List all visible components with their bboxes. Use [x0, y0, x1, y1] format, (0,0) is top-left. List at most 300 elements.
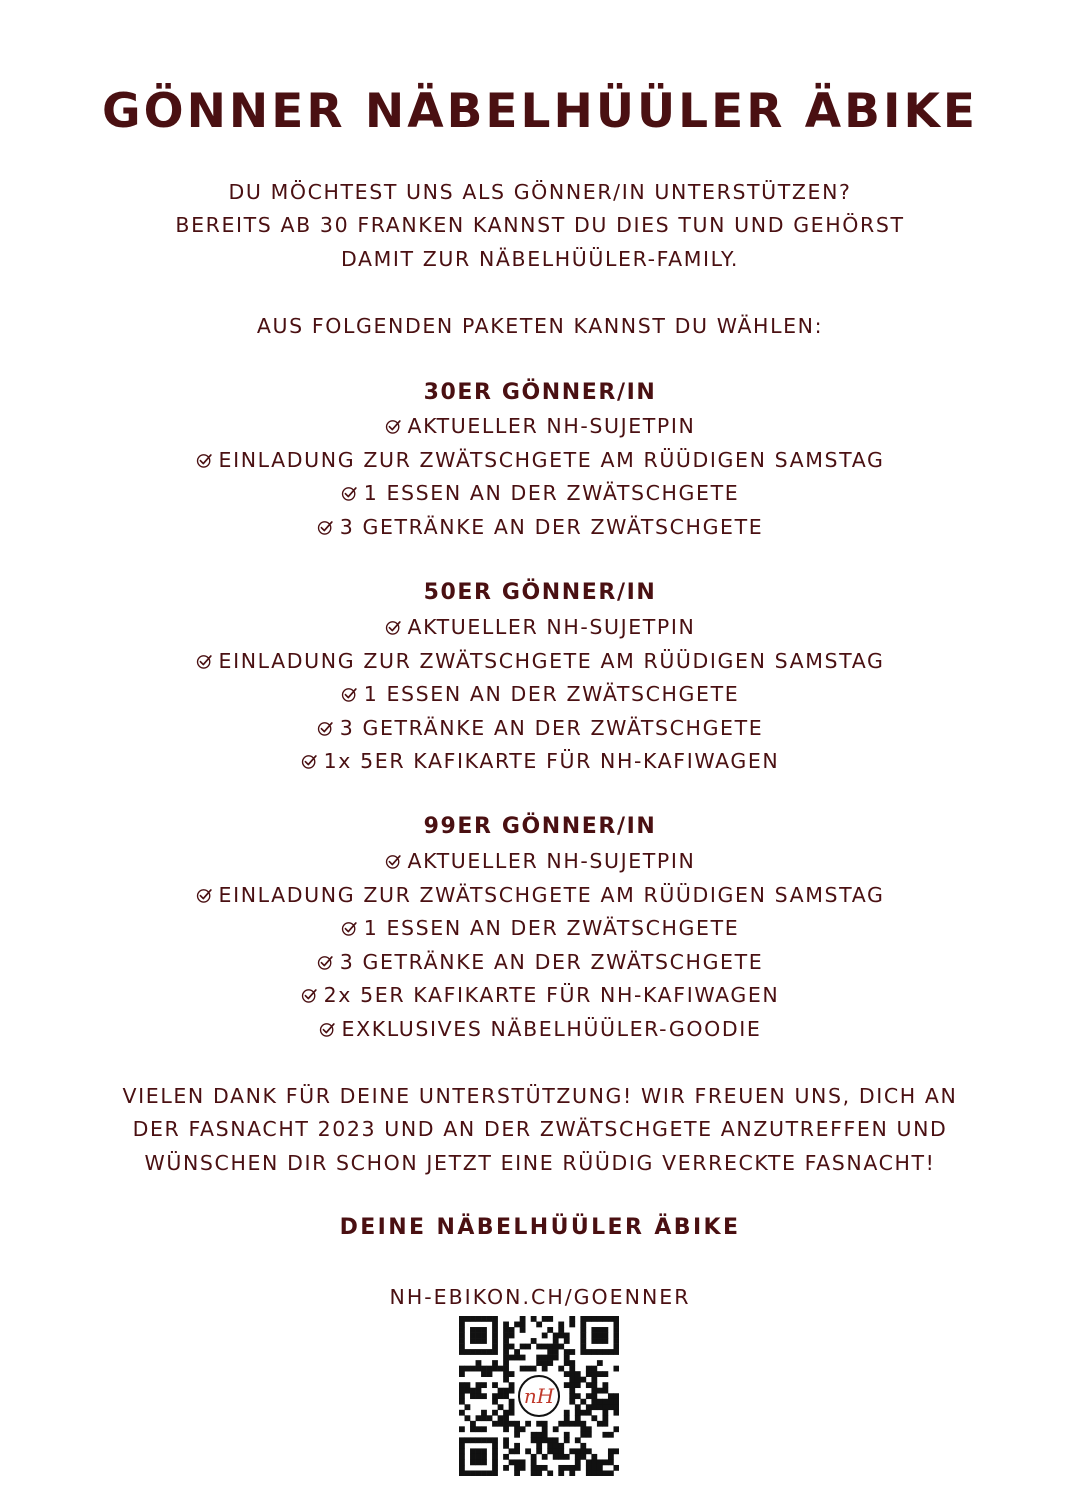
- qr-module: [459, 1454, 465, 1460]
- qr-module: [547, 1443, 553, 1449]
- qr-module: [476, 1382, 482, 1388]
- qr-module: [481, 1327, 487, 1333]
- qr-module: [586, 1448, 592, 1454]
- check-circle-icon: [317, 954, 334, 971]
- list-item: [0, 479, 1080, 507]
- qr-module: [509, 1399, 515, 1405]
- qr-module: [459, 1393, 465, 1399]
- qr-module: [498, 1393, 504, 1399]
- qr-module: [580, 1333, 586, 1339]
- list-item-label: 1 ESSEN AN DER ZWÄTSCHGETE: [363, 916, 740, 940]
- qr-module: [459, 1316, 465, 1322]
- qr-module: [591, 1465, 597, 1471]
- qr-module: [531, 1366, 537, 1372]
- qr-module: [564, 1437, 570, 1443]
- qr-module: [470, 1448, 476, 1454]
- qr-module: [558, 1366, 564, 1372]
- qr-module: [558, 1322, 564, 1328]
- qr-module: [580, 1410, 586, 1416]
- qr-module: [580, 1443, 586, 1449]
- qr-module: [569, 1322, 575, 1328]
- qr-module: [613, 1322, 619, 1328]
- qr-module: [536, 1360, 542, 1366]
- qr-module: [580, 1349, 586, 1355]
- qr-module: [558, 1448, 564, 1454]
- qr-module: [503, 1437, 509, 1443]
- qr-module: [613, 1399, 619, 1405]
- qr-module: [498, 1388, 504, 1394]
- qr-module: [492, 1421, 498, 1427]
- qr-module: [481, 1459, 487, 1465]
- qr-module: [591, 1333, 597, 1339]
- qr-module: [498, 1421, 504, 1427]
- package-title-99: 99ER GÖNNER/IN: [423, 814, 657, 839]
- qr-module: [487, 1371, 493, 1377]
- qr-module: [514, 1349, 520, 1355]
- qr-module: [597, 1338, 603, 1344]
- qr-module: [608, 1399, 614, 1405]
- qr-module: [514, 1421, 520, 1427]
- qr-module: [465, 1382, 471, 1388]
- qr-module: [459, 1399, 465, 1405]
- qr-module: [558, 1443, 564, 1449]
- qr-module: [492, 1410, 498, 1416]
- qr-module: [542, 1366, 548, 1372]
- qr-module: [476, 1333, 482, 1339]
- qr-module: [536, 1465, 542, 1471]
- qr-module: [613, 1426, 619, 1432]
- qr-module: [608, 1393, 614, 1399]
- qr-module: [492, 1465, 498, 1471]
- qr-module: [602, 1415, 608, 1421]
- qr-module: [547, 1437, 553, 1443]
- check-circle-icon: [385, 853, 402, 870]
- qr-module: [602, 1432, 608, 1438]
- qr-module: [602, 1459, 608, 1465]
- intro-line-1: DU MÖCHTEST UNS ALS GÖNNER/IN UNTERSTÜTZEN?: [228, 180, 852, 204]
- qr-module: [553, 1344, 559, 1350]
- qr-module: [564, 1360, 570, 1366]
- qr-module: [575, 1448, 581, 1454]
- qr-module: [520, 1322, 526, 1328]
- qr-module: [520, 1426, 526, 1432]
- qr-module: [503, 1371, 509, 1377]
- qr-module: [492, 1360, 498, 1366]
- qr-module: [481, 1382, 487, 1388]
- qr-module: [536, 1322, 542, 1328]
- qr-module: [520, 1465, 526, 1471]
- qr-module: [586, 1366, 592, 1372]
- qr-module: [503, 1338, 509, 1344]
- check-circle-icon: [317, 519, 334, 536]
- qr-module: [509, 1371, 515, 1377]
- signoff: DEINE NÄBELHÜÜLER ÄBIKE: [339, 1215, 741, 1240]
- qr-module: [602, 1470, 608, 1476]
- qr-module: [558, 1344, 564, 1350]
- qr-module: [487, 1366, 493, 1372]
- qr-module: [569, 1349, 575, 1355]
- qr-code[interactable]: [459, 1316, 619, 1476]
- qr-module: [553, 1349, 559, 1355]
- qr-module: [591, 1388, 597, 1394]
- qr-module: [509, 1410, 515, 1416]
- qr-module: [492, 1344, 498, 1350]
- qr-module: [459, 1322, 465, 1328]
- qr-module: [597, 1399, 603, 1405]
- qr-module: [597, 1327, 603, 1333]
- qr-module: [613, 1316, 619, 1322]
- qr-module: [613, 1327, 619, 1333]
- qr-module: [459, 1327, 465, 1333]
- qr-module: [487, 1415, 493, 1421]
- qr-module: [613, 1344, 619, 1350]
- qr-module: [547, 1360, 553, 1366]
- qr-module: [514, 1459, 520, 1465]
- qr-module: [481, 1371, 487, 1377]
- qr-module: [564, 1333, 570, 1339]
- qr-module: [580, 1448, 586, 1454]
- qr-module: [525, 1344, 531, 1350]
- qr-module: [536, 1448, 542, 1454]
- thanks-line-1: VIELEN DANK FÜR DEINE UNTERSTÜTZUNG! WIR FREUEN UNS, DICH AN: [122, 1084, 958, 1108]
- qr-module: [536, 1443, 542, 1449]
- qr-module: [503, 1465, 509, 1471]
- qr-module: [503, 1327, 509, 1333]
- qr-module: [459, 1382, 465, 1388]
- qr-module: [481, 1437, 487, 1443]
- qr-module: [459, 1338, 465, 1344]
- qr-module: [602, 1316, 608, 1322]
- qr-module: [586, 1349, 592, 1355]
- qr-module: [586, 1404, 592, 1410]
- qr-module: [613, 1338, 619, 1344]
- qr-module: [597, 1459, 603, 1465]
- qr-module: [459, 1366, 465, 1372]
- qr-module: [602, 1349, 608, 1355]
- qr-module: [542, 1316, 548, 1322]
- qr-module: [459, 1333, 465, 1339]
- list-item-label: 1x 5ER KAFIKARTE FÜR NH-KAFIWAGEN: [323, 749, 780, 773]
- qr-module: [459, 1426, 465, 1432]
- qr-module: [476, 1338, 482, 1344]
- qr-module: [553, 1355, 559, 1361]
- qr-module: [597, 1388, 603, 1394]
- page-title: GÖNNER NÄBELHÜÜLER ÄBIKE: [102, 84, 978, 139]
- list-item-label: 3 GETRÄNKE AN DER ZWÄTSCHGETE: [339, 515, 764, 539]
- qr-module: [503, 1410, 509, 1416]
- qr-module: [481, 1448, 487, 1454]
- qr-module: [465, 1437, 471, 1443]
- qr-module: [608, 1448, 614, 1454]
- qr-module: [564, 1382, 570, 1388]
- qr-module: [503, 1454, 509, 1460]
- qr-module: [558, 1333, 564, 1339]
- qr-module: [514, 1470, 520, 1476]
- qr-module: [569, 1448, 575, 1454]
- qr-module: [476, 1437, 482, 1443]
- qr-module: [459, 1443, 465, 1449]
- qr-module: [569, 1465, 575, 1471]
- qr-module: [569, 1382, 575, 1388]
- qr-module: [531, 1338, 537, 1344]
- list-item: [0, 446, 1080, 474]
- qr-module: [602, 1382, 608, 1388]
- list-item: [0, 647, 1080, 675]
- qr-module: [542, 1355, 548, 1361]
- qr-module: [569, 1393, 575, 1399]
- qr-module: [520, 1355, 526, 1361]
- qr-module: [459, 1465, 465, 1471]
- qr-module: [487, 1316, 493, 1322]
- qr-module: [547, 1355, 553, 1361]
- qr-module: [470, 1470, 476, 1476]
- qr-module: [602, 1371, 608, 1377]
- qr-module: [476, 1388, 482, 1394]
- qr-module: [591, 1327, 597, 1333]
- qr-module: [586, 1371, 592, 1377]
- qr-module: [514, 1322, 520, 1328]
- qr-module: [470, 1388, 476, 1394]
- qr-module: [580, 1322, 586, 1328]
- qr-module: [575, 1393, 581, 1399]
- qr-module: [525, 1421, 531, 1427]
- qr-module: [509, 1459, 515, 1465]
- qr-module: [481, 1415, 487, 1421]
- qr-module: [503, 1443, 509, 1449]
- qr-module: [542, 1421, 548, 1427]
- qr-module: [553, 1426, 559, 1432]
- qr-module: [591, 1377, 597, 1383]
- list-item: [0, 981, 1080, 1009]
- qr-module: [514, 1443, 520, 1449]
- qr-module: [520, 1459, 526, 1465]
- qr-module: [509, 1327, 515, 1333]
- check-circle-icon: [319, 1021, 336, 1038]
- qr-module: [580, 1432, 586, 1438]
- qr-module: [558, 1421, 564, 1427]
- qr-module: [591, 1459, 597, 1465]
- list-item-label: AKTUELLER NH-SUJETPIN: [407, 849, 696, 873]
- qr-module: [509, 1344, 515, 1350]
- qr-module: [564, 1432, 570, 1438]
- check-circle-icon: [196, 653, 213, 670]
- goenner-url-link[interactable]: NH-EBIKON.CH/GOENNER: [389, 1285, 691, 1309]
- qr-module: [586, 1432, 592, 1438]
- qr-module: [591, 1349, 597, 1355]
- list-item: [0, 613, 1080, 641]
- qr-module: [514, 1432, 520, 1438]
- qr-module: [470, 1454, 476, 1460]
- qr-module: [536, 1344, 542, 1350]
- qr-module: [503, 1415, 509, 1421]
- check-circle-icon: [385, 619, 402, 636]
- qr-module: [569, 1399, 575, 1405]
- qr-module: [492, 1327, 498, 1333]
- qr-module: [520, 1316, 526, 1322]
- qr-module: [503, 1344, 509, 1350]
- qr-module: [481, 1410, 487, 1416]
- qr-module: [542, 1437, 548, 1443]
- qr-module: [602, 1388, 608, 1394]
- list-item-label: EXKLUSIVES NÄBELHÜÜLER-GOODIE: [341, 1017, 762, 1041]
- list-item: [0, 847, 1080, 875]
- qr-module: [476, 1454, 482, 1460]
- qr-module: [481, 1454, 487, 1460]
- qr-module: [542, 1432, 548, 1438]
- qr-module: [613, 1366, 619, 1372]
- list-item-label: 1 ESSEN AN DER ZWÄTSCHGETE: [363, 481, 740, 505]
- qr-module: [514, 1465, 520, 1471]
- qr-module: [514, 1448, 520, 1454]
- qr-module: [492, 1454, 498, 1460]
- qr-module: [564, 1454, 570, 1460]
- qr-module: [586, 1382, 592, 1388]
- qr-module: [613, 1333, 619, 1339]
- qr-module: [558, 1465, 564, 1471]
- qr-module: [498, 1404, 504, 1410]
- qr-module: [575, 1465, 581, 1471]
- qr-module: [492, 1333, 498, 1339]
- qr-module: [602, 1410, 608, 1416]
- qr-module: [569, 1470, 575, 1476]
- qr-module: [564, 1371, 570, 1377]
- qr-module: [591, 1316, 597, 1322]
- qr-module: [531, 1432, 537, 1438]
- qr-module: [459, 1470, 465, 1476]
- qr-module: [476, 1470, 482, 1476]
- qr-module: [586, 1410, 592, 1416]
- qr-module: [575, 1410, 581, 1416]
- qr-module: [613, 1393, 619, 1399]
- qr-module: [470, 1426, 476, 1432]
- qr-module: [459, 1437, 465, 1443]
- list-item-label: 3 GETRÄNKE AN DER ZWÄTSCHGETE: [339, 716, 764, 740]
- qr-module: [542, 1465, 548, 1471]
- qr-module: [481, 1333, 487, 1339]
- qr-module: [525, 1448, 531, 1454]
- qr-module: [536, 1421, 542, 1427]
- qr-module: [580, 1316, 586, 1322]
- qr-module: [586, 1465, 592, 1471]
- qr-module: [470, 1459, 476, 1465]
- qr-module: [591, 1366, 597, 1372]
- qr-module: [536, 1470, 542, 1476]
- intro-line-2: BEREITS AB 30 FRANKEN KANNST DU DIES TUN UND GEHÖRST: [175, 213, 905, 237]
- qr-module: [465, 1349, 471, 1355]
- qr-module: [575, 1421, 581, 1427]
- check-circle-icon: [196, 452, 213, 469]
- qr-module: [547, 1470, 553, 1476]
- qr-module: [558, 1470, 564, 1476]
- list-item-label: EINLADUNG ZUR ZWÄTSCHGETE AM RÜÜDIGEN SAMSTAG: [218, 883, 885, 907]
- qr-module: [580, 1426, 586, 1432]
- qr-module: [586, 1393, 592, 1399]
- qr-module: [503, 1360, 509, 1366]
- qr-module: [509, 1448, 515, 1454]
- check-circle-icon: [301, 753, 318, 770]
- qr-module: [586, 1426, 592, 1432]
- qr-module: [542, 1426, 548, 1432]
- qr-module: [569, 1377, 575, 1383]
- qr-module: [575, 1437, 581, 1443]
- qr-module: [597, 1316, 603, 1322]
- list-item-label: 2x 5ER KAFIKARTE FÜR NH-KAFIWAGEN: [323, 983, 780, 1007]
- qr-module: [597, 1470, 603, 1476]
- qr-module: [608, 1470, 614, 1476]
- list-item-label: EINLADUNG ZUR ZWÄTSCHGETE AM RÜÜDIGEN SAMSTAG: [218, 649, 885, 673]
- check-circle-icon: [385, 418, 402, 435]
- list-item-label: AKTUELLER NH-SUJETPIN: [407, 414, 696, 438]
- qr-module: [580, 1327, 586, 1333]
- qr-module: [470, 1333, 476, 1339]
- qr-module: [509, 1404, 515, 1410]
- list-item: [0, 881, 1080, 909]
- list-item: [0, 747, 1080, 775]
- qr-module: [597, 1371, 603, 1377]
- qr-module: [602, 1333, 608, 1339]
- qr-module: [569, 1388, 575, 1394]
- qr-module: [602, 1338, 608, 1344]
- package-title-50: 50ER GÖNNER/IN: [423, 580, 657, 605]
- qr-module: [492, 1443, 498, 1449]
- qr-module: [602, 1404, 608, 1410]
- qr-module: [459, 1448, 465, 1454]
- qr-module: [470, 1393, 476, 1399]
- qr-module: [591, 1415, 597, 1421]
- check-circle-icon: [341, 920, 358, 937]
- qr-module: [553, 1443, 559, 1449]
- qr-module: [514, 1426, 520, 1432]
- qr-module: [531, 1316, 537, 1322]
- qr-module: [575, 1377, 581, 1383]
- qr-module: [613, 1349, 619, 1355]
- qr-module: [564, 1415, 570, 1421]
- choose-text: AUS FOLGENDEN PAKETEN KANNST DU WÄHLEN:: [256, 314, 824, 338]
- qr-module: [509, 1421, 515, 1427]
- qr-module: [481, 1393, 487, 1399]
- qr-module: [509, 1388, 515, 1394]
- qr-module: [597, 1333, 603, 1339]
- qr-module: [459, 1459, 465, 1465]
- qr-module: [503, 1355, 509, 1361]
- qr-module: [470, 1316, 476, 1322]
- qr-module: [608, 1349, 614, 1355]
- qr-module: [531, 1459, 537, 1465]
- qr-module: [503, 1421, 509, 1427]
- qr-module: [575, 1454, 581, 1460]
- qr-module: [503, 1322, 509, 1328]
- qr-module: [520, 1344, 526, 1350]
- qr-module: [569, 1421, 575, 1427]
- qr-module: [602, 1399, 608, 1405]
- qr-module: [470, 1349, 476, 1355]
- qr-module: [503, 1349, 509, 1355]
- qr-module: [481, 1366, 487, 1372]
- qr-module: [586, 1459, 592, 1465]
- qr-module: [459, 1371, 465, 1377]
- qr-module: [465, 1415, 471, 1421]
- check-circle-icon: [317, 720, 334, 737]
- qr-module: [492, 1399, 498, 1405]
- qr-module: [536, 1437, 542, 1443]
- qr-module: [597, 1465, 603, 1471]
- qr-module: [591, 1382, 597, 1388]
- qr-module: [503, 1377, 509, 1383]
- qr-module: [481, 1426, 487, 1432]
- qr-module: [492, 1393, 498, 1399]
- qr-module: [459, 1349, 465, 1355]
- qr-module: [476, 1349, 482, 1355]
